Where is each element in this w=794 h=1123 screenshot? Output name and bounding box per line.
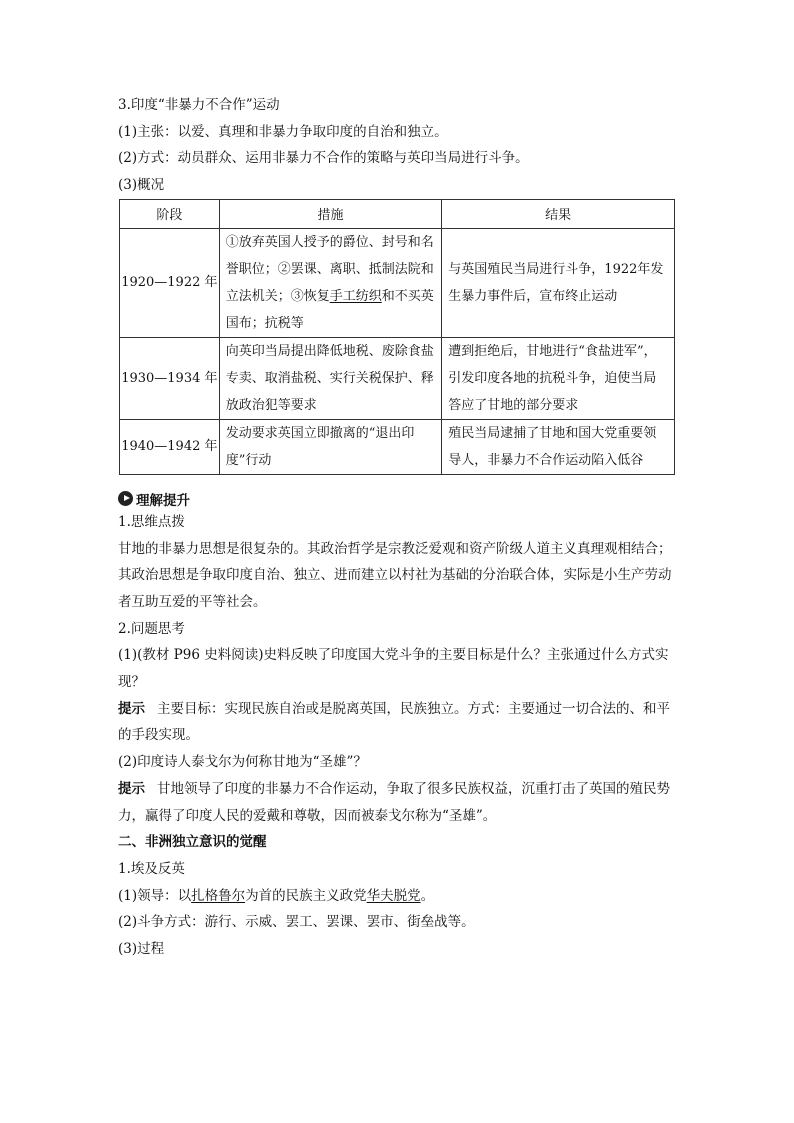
table-row — [120, 419, 675, 474]
hint-label: 提示 — [118, 780, 145, 797]
leader-text: (1)领导：以 — [118, 887, 192, 904]
overview-table — [119, 199, 675, 475]
stage-cell: 1940—1942 年 — [120, 419, 220, 474]
answer-text: 主要目标：实现民族自治或是脱离英国，民族独立。方式：主要通过一切合法的、和平的手段实现。 — [118, 700, 670, 744]
measure-cell: 发动要求英国立即撤离的“退出印度”行动 — [219, 419, 442, 474]
item-claim: (1)主张：以爱、真理和非暴力争取印度的自治和独立。 — [118, 123, 448, 140]
question-2: (2)印度诗人泰戈尔为何称甘地为“圣雄”？ — [118, 754, 367, 771]
measure-cell — [219, 228, 442, 337]
question-title: 2.问题思考 — [118, 620, 185, 637]
leader-text: 。 — [420, 887, 435, 904]
leader-text: 为首的民族主义政党 — [245, 887, 367, 904]
think-text: 甘地的非暴力思想是很复杂的。其政治哲学是宗教泛爱观和资产阶级人道主义真理观相结合；其政治思想是争取印度自治、独立、进而建立以村社为基础的分治联合体，实际是小生产劳动者互助互爱的平等社会。 — [118, 540, 672, 610]
section-banner — [118, 489, 678, 509]
table-row — [120, 337, 675, 419]
table-row — [120, 228, 675, 337]
result-cell: 殖民当局逮捕了甘地和国大党重要领导人，非暴力不合作运动陷入低谷 — [442, 419, 675, 474]
banner-title: 理解提升 — [136, 492, 190, 509]
item-process: (3)过程 — [118, 941, 165, 958]
think-title: 1.思维点拨 — [118, 513, 185, 530]
header-stage: 阶段 — [120, 199, 220, 228]
result-cell: 与英国殖民当局进行斗争，1922年发生暴力事件后，宣布终止运动 — [442, 228, 675, 337]
hint-label: 提示 — [118, 700, 145, 717]
answer-text: 甘地领导了印度的非暴力不合作运动，争取了很多民族权益，沉重打击了英国的殖民势力，赢得了印度人民的爱戴和尊敬，因而被泰戈尔称为“圣雄”。 — [118, 780, 670, 824]
answer-1 — [118, 696, 678, 749]
stage-cell: 1930—1934 年 — [120, 337, 220, 419]
header-measures: 措施 — [219, 199, 442, 228]
measure-text: ①放弃英国人授予的爵位、封号和名誉职位；②罢课、离职、抵制法院和立法机关；③恢复 — [225, 234, 434, 304]
table-header-row — [120, 199, 675, 228]
question-1: (1)(教材 P96 史料阅读)史料反映了印度国大党斗争的主要目标是什么？主张通过什么方式实现？ — [118, 647, 669, 691]
measure-text: 和不买英国布；抗税等 — [225, 288, 434, 331]
stage-cell: 1920—1922 年 — [120, 228, 220, 337]
section-heading: 二、非洲独立意识的觉醒 — [118, 834, 267, 851]
play-arrow-icon — [118, 491, 133, 506]
answer-2 — [118, 776, 678, 829]
egypt-title: 1.埃及反英 — [118, 860, 185, 877]
document-page — [118, 92, 678, 963]
item-struggle: (2)斗争方式：游行、示威、罢工、罢课、罢市、街垒战等。 — [118, 914, 475, 931]
item-leader — [118, 883, 678, 910]
underlined-term: 华夫脱党 — [366, 887, 421, 904]
result-cell: 遭到拒绝后，甘地进行“食盐进军”，引发印度各地的抗税斗争，迫使当局答应了甘地的部分要求 — [442, 337, 675, 419]
item-overview: (3)概况 — [118, 177, 165, 194]
item-method: (2)方式：动员群众、运用非暴力不合作的策略与英印当局进行斗争。 — [118, 150, 529, 167]
heading-india-movement: 3.印度“非暴力不合作”运动 — [118, 97, 280, 113]
underlined-term: 扎格鲁尔 — [191, 887, 246, 904]
underlined-term: 手工纺织 — [329, 288, 382, 304]
measure-cell: 向英印当局提出降低地税、废除食盐专卖、取消盐税、实行关税保护、释放政治犯等要求 — [219, 337, 442, 419]
header-result: 结果 — [442, 199, 675, 228]
